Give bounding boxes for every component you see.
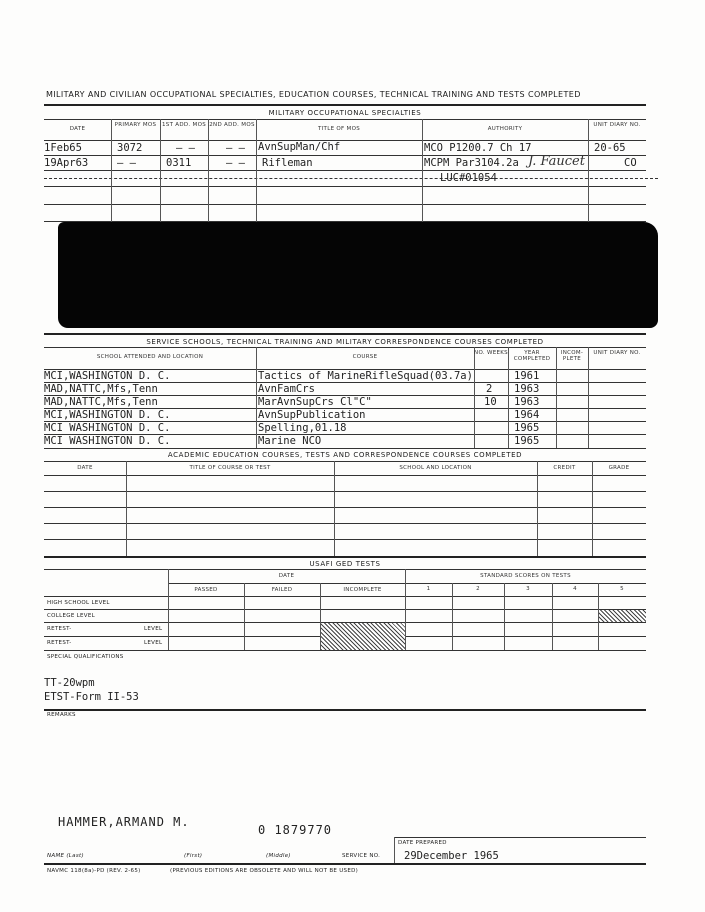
mos-row-2-first-add: 0311 bbox=[166, 157, 192, 169]
ged-date-header: DATE bbox=[278, 573, 295, 579]
schools-header-course: COURSE bbox=[352, 354, 378, 360]
redacted-block bbox=[58, 222, 658, 328]
school-row-1-year: 1961 bbox=[514, 370, 540, 382]
mos-authority-line3: LUC#01054 bbox=[440, 172, 497, 184]
footer-service-no: 0 1879770 bbox=[258, 823, 333, 837]
ged-score-col-1: 1 bbox=[426, 586, 431, 592]
school-row-1-school: MCI,WASHINGTON D. C. bbox=[44, 370, 171, 382]
ged-scores-header: STANDARD SCORES ON TESTS bbox=[480, 573, 571, 579]
academic-header-title: TITLE OF COURSE OR TEST bbox=[189, 465, 271, 471]
school-row-2-course: AvnFamCrs bbox=[258, 383, 315, 395]
ged-row-retest-2: RETEST- bbox=[47, 640, 72, 646]
school-row-2-school: MAD,NATTC,Mfs,Tenn bbox=[44, 383, 158, 395]
footer-name: HAMMER,ARMAND M. bbox=[58, 815, 190, 829]
mos-header-title: TITLE OF MOS bbox=[317, 126, 361, 132]
remarks-label: REMARKS bbox=[47, 712, 76, 718]
special-qualification-2: ETST-Form II-53 bbox=[44, 691, 139, 703]
mos-row-2-title: Rifleman bbox=[262, 157, 313, 169]
ged-score-col-3: 3 bbox=[526, 586, 530, 592]
mos-row-2-date: 19Apr63 bbox=[44, 157, 89, 169]
mos-header-date: DATE bbox=[69, 126, 86, 132]
mos-section-title: MILITARY OCCUPATIONAL SPECIALTIES bbox=[268, 109, 422, 117]
academic-section-title: ACADEMIC EDUCATION COURSES, TESTS AND CORRESPONDENCE COURSES COMPLETED bbox=[167, 451, 523, 459]
mos-header-first-add: 1ST ADD. MOS bbox=[162, 122, 206, 128]
ged-score-col-4: 4 bbox=[573, 586, 577, 592]
mos-header-second-add: 2ND ADD. MOS bbox=[209, 122, 255, 128]
mos-signature: J. Faucet bbox=[528, 154, 585, 169]
schools-header-weeks: NO. WEEKS bbox=[474, 350, 508, 356]
mos-row-2-primary: – – bbox=[117, 157, 136, 169]
school-row-5-course: Spelling,01.18 bbox=[258, 422, 347, 434]
ged-row-retest-1: RETEST- bbox=[47, 626, 72, 632]
school-row-3-course: MarAvnSupCrs Cl"C" bbox=[258, 396, 372, 408]
form-number: NAVMC 118(8a)-PD (REV. 2-65) bbox=[47, 868, 141, 874]
school-row-5-school: MCI WASHINGTON D. C. bbox=[44, 422, 171, 434]
ged-row-college: COLLEGE LEVEL bbox=[47, 613, 95, 619]
label-service-no: SERVICE NO. bbox=[342, 853, 381, 859]
school-row-2-weeks: 2 bbox=[486, 383, 493, 395]
date-prepared-label: DATE PREPARED bbox=[398, 840, 447, 846]
school-row-6-school: MCI WASHINGTON D. C. bbox=[44, 435, 171, 447]
mos-row-2-second-add: – – bbox=[226, 157, 245, 169]
ged-hatched-cell bbox=[321, 623, 405, 650]
mos-row-1-first-add: – – bbox=[176, 142, 195, 154]
school-row-3-weeks: 10 bbox=[484, 396, 497, 408]
school-row-4-course: AvnSupPublication bbox=[258, 409, 366, 421]
mos-row-1-title: AvnSupMan/Chf bbox=[258, 141, 341, 153]
ged-hatched-cell bbox=[599, 610, 646, 622]
mos-row-1-second-add: – – bbox=[226, 142, 245, 154]
ged-row-retest-2-level: LEVEL bbox=[144, 640, 163, 646]
label-first-name: (First) bbox=[184, 853, 203, 859]
mos-row-1-unit-diary: 20-65 bbox=[594, 142, 626, 154]
form-notice: (PREVIOUS EDITIONS ARE OBSOLETE AND WILL NOT BE USED) bbox=[170, 868, 359, 874]
academic-header-grade: GRADE bbox=[608, 465, 630, 471]
mos-row-1-date: 1Feb65 bbox=[44, 142, 82, 154]
ged-score-col-5: 5 bbox=[620, 586, 624, 592]
ged-section-title: USAFI GED TESTS bbox=[309, 560, 381, 568]
ged-row-high-school: HIGH SCHOOL LEVEL bbox=[47, 600, 110, 606]
mos-header-authority: AUTHORITY bbox=[487, 126, 523, 132]
school-row-3-school: MAD,NATTC,Mfs,Tenn bbox=[44, 396, 158, 408]
school-row-4-school: MCI,WASHINGTON D. C. bbox=[44, 409, 171, 421]
school-row-4-year: 1964 bbox=[514, 409, 540, 421]
ged-row-retest-1-level: LEVEL bbox=[144, 626, 163, 632]
academic-header-credit: CREDIT bbox=[553, 465, 576, 471]
school-row-6-course: Marine NCO bbox=[258, 435, 322, 447]
school-row-6-year: 1965 bbox=[514, 435, 540, 447]
mos-row-1-primary: 3072 bbox=[117, 142, 143, 154]
date-prepared-value: 29December 1965 bbox=[404, 850, 499, 862]
school-row-5-year: 1965 bbox=[514, 422, 540, 434]
ged-sub-incomplete: INCOMPLETE bbox=[343, 587, 382, 593]
form-title: MILITARY AND CIVILIAN OCCUPATIONAL SPECIALTIES, EDUCATION COURSES, TECHNICAL TRAINING AND TESTS COMPLETED bbox=[46, 90, 581, 99]
label-last-name: NAME (Last) bbox=[47, 853, 84, 859]
schools-section-title: SERVICE SCHOOLS, TECHNICAL TRAINING AND MILITARY CORRESPONDENCE COURSES COMPLETED bbox=[146, 338, 544, 346]
label-middle-name: (Middle) bbox=[266, 853, 291, 859]
schools-header-incomplete: INCOM- PLETE bbox=[560, 350, 584, 362]
mos-row-1-authority: MCO P1200.7 Ch 17 bbox=[424, 142, 532, 154]
mos-row-2-unit-diary: CO bbox=[624, 157, 637, 169]
school-row-1-course: Tactics of MarineRifleSquad(03.7a) bbox=[258, 370, 473, 382]
academic-header-date: DATE bbox=[77, 465, 93, 471]
ged-sub-passed: PASSED bbox=[194, 587, 218, 593]
mos-header-unit-diary: UNIT DIARY NO. bbox=[593, 122, 641, 128]
academic-header-school: SCHOOL AND LOCATION bbox=[399, 465, 472, 471]
ged-sub-failed: FAILED bbox=[271, 587, 293, 593]
special-qualification-1: TT-20wpm bbox=[44, 677, 95, 689]
school-row-2-year: 1963 bbox=[514, 383, 540, 395]
special-qualifications-label: SPECIAL QUALIFICATIONS bbox=[47, 654, 124, 660]
school-row-3-year: 1963 bbox=[514, 396, 540, 408]
mos-row-2-authority: MCPM Par3104.2a bbox=[424, 157, 519, 169]
mos-header-primary: PRIMARY MOS bbox=[114, 122, 157, 128]
schools-header-year: YEAR COMPLETED bbox=[513, 350, 551, 362]
schools-header-school: SCHOOL ATTENDED AND LOCATION bbox=[96, 354, 204, 360]
ged-score-col-2: 2 bbox=[476, 586, 480, 592]
schools-header-unit-diary: UNIT DIARY NO. bbox=[593, 350, 641, 356]
